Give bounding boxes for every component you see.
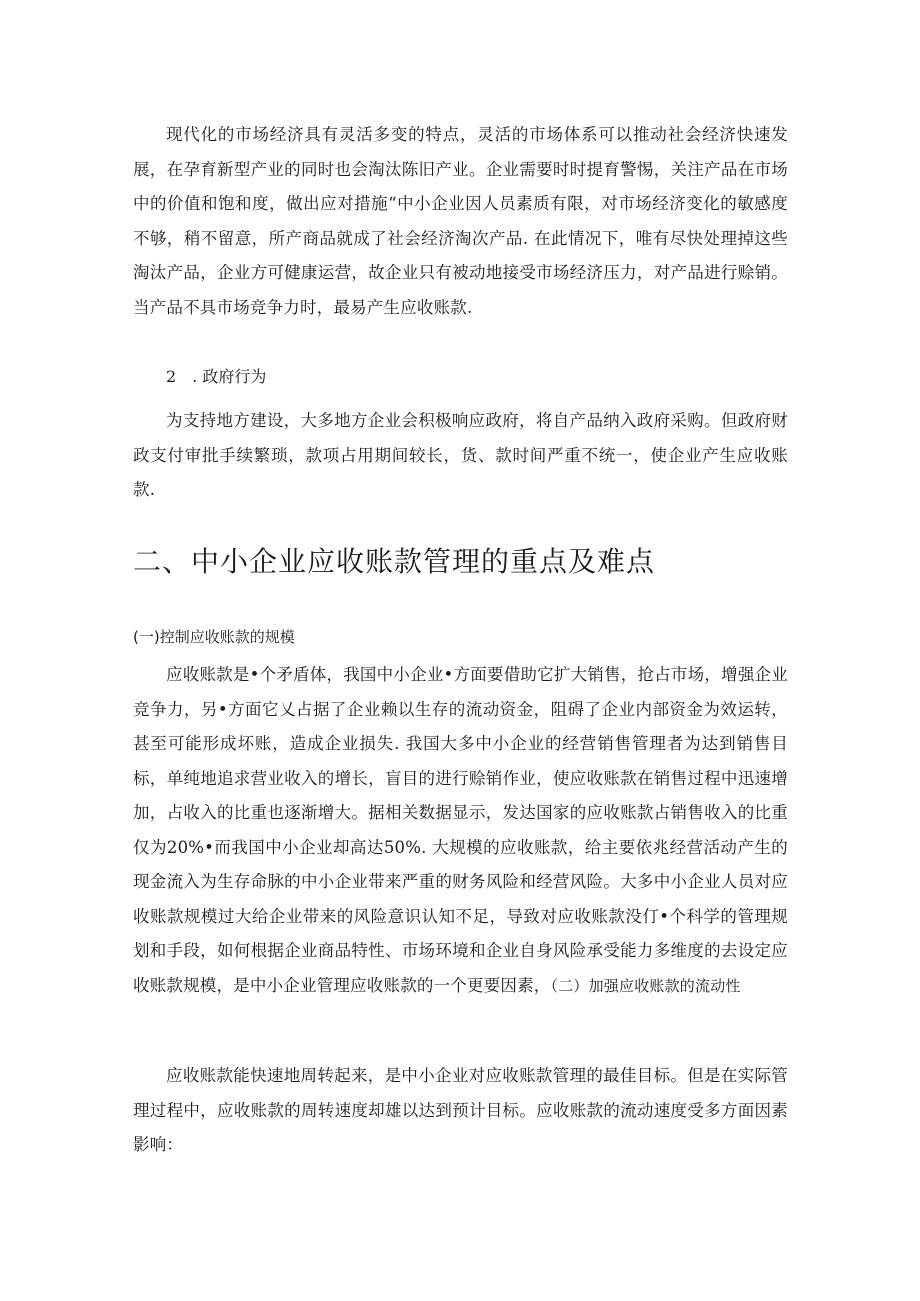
paragraph-receivables-turnover: 应收账款能快速地周转起来，是中小企业对应收账款管理的最佳目标。但是在实际管理过程中，应收账款的周转速度却雄以达到预计目标。应收账款的流动速度受多方面因素影响： <box>133 1066 788 1154</box>
paragraph-market-economy: 现代化的市场经济具有灵活多变的特点，灵活的市场体系可以推动社会经济快速发展，在孕育新型产业的同时也会淘汰陈旧产业。企业需要时时提育警惕，关注产品在市场中的价值和饱和度，做出应对措施“中小企业因人员素质有限，对市场经济变化的敏感度不够，稍不留意，所产商品就成了社会经济淘次产品. 在此情况下，唯有尽快处理掉这些淘汰产品，企业方可健康运营，故企业只有被动地接受市场经济压力，对产品进行赊销。当产品不具市场竞争力时，最易产生应收账款. <box>133 125 788 317</box>
paragraph-government-procurement: 为支持地方建设，大多地方企业会积极响应政府，将自产品纳入政府采购。但政府财政支付审批手续繁琐，款项占用期间较长，货、款时间严重不统一，使企业产生应收账款. <box>133 411 788 499</box>
subheading-control-scale: (一)控制应收账款的规模 <box>133 628 295 646</box>
paragraph-receivables-scale-text: 应收账款是•个矛盾体，我国中小企业•方面要借助它扩大销售，抢占市场，增强企业竞争力，另•方面它乂占据了企业赖以生存的流动资金，阻碍了企业内部资金为效运转，甚至可能形成坏账，造成企业损失. 我国大多中小企业的经营销售管理者为达到销售目标，单纯地追求营业收入的增长，盲目的进行赊销作业，使应收账款在销售过程中迅速增加，占收入的比重也逐渐增大。据相关数据显示，发达国家的应收账款占销售收入的比重仅为20%•而我国中小企业却高达50%. 大规模的应收账款，给主要依兆经营活动产生的现金流入为生存命脉的中小企业带来严重的财务风险和经营风险。大多中小企业人员对应收账款规模过大给企业带来的风险意识认知不足，导致对应收账款没仃•个科学的管理规划和手段，如何根据企业商品特性、市场环境和企业自身风险承受能力多维度的去设定应收账款规模，是中小企业管理应收账款的一个更要因素， <box>133 665 788 995</box>
paragraph-receivables-scale <box>133 658 788 1003</box>
section-heading: 二、中小企业应收账款管理的重点及难点 <box>133 545 656 578</box>
list-item-government-behavior: 2 . 政府行为 <box>166 367 267 386</box>
subheading-liquidity: （二）加强应收账款的流动性 <box>550 976 741 995</box>
